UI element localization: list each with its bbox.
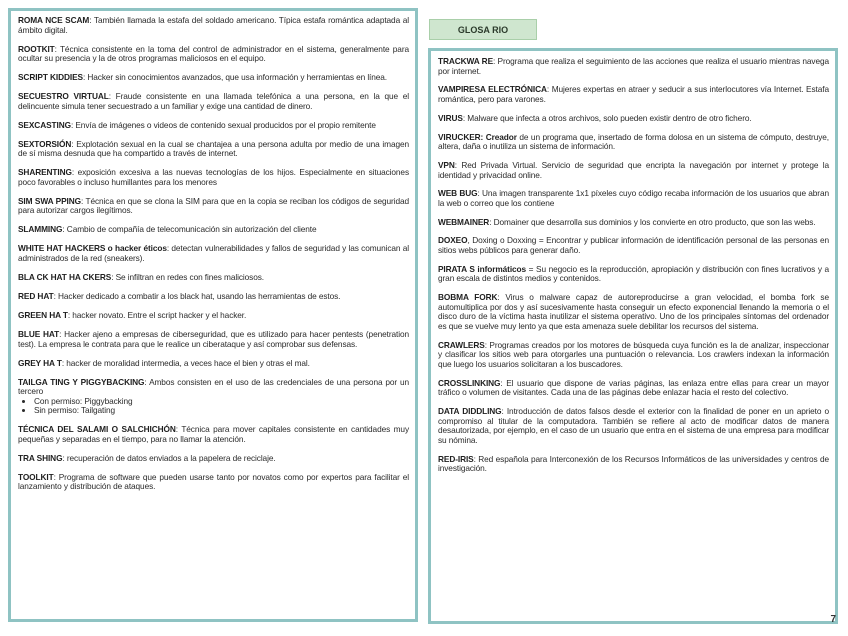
glossary-separator: : (80, 195, 86, 206)
glossary-term: VIRUCKER: Creador (438, 131, 517, 142)
glossary-definition: Domainer que desarrolla sus dominios y los convierte en otro producto, que son las webs. (493, 216, 816, 227)
glossary-term: RED HAT (18, 290, 54, 301)
glossary-term: SHARENTING (18, 167, 72, 178)
glossary-definition: Explotación sexual en la cual se chantajea a una persona adulta por medio de una imagen de sí misma desnuda que ha compartido a través de internet. (18, 138, 409, 159)
glossary-definition: Hacker sin conocimientos avanzados, que usa información y herramientas en línea. (87, 72, 388, 83)
glossary-separator: : (497, 292, 506, 303)
glossary-entry (18, 92, 409, 111)
glossary-entry (18, 45, 409, 64)
glossary-definition: Técnica para mover capitales consistente en cantidades muy pequeñas y separadas en el tiempo, para no llamar la atención. (18, 424, 409, 444)
glossary-separator: : (89, 15, 94, 25)
glossary-term: TRA SHING (18, 452, 63, 463)
glossary-entry (438, 161, 829, 180)
glossary-entry (18, 140, 409, 159)
glossary-separator: : (54, 43, 60, 54)
glossary-term: WEBMAINER (438, 216, 490, 227)
glossary-entry (18, 311, 409, 321)
glossary-term: DOXEO (438, 235, 468, 246)
glossary-separator: : (70, 119, 76, 130)
glossary-definition: Programa que realiza el seguimiento de las acciones que realiza el usuario mientras navega por internet. (438, 56, 829, 76)
glossary-definition: recuperación de datos enviados a la papelera de reciclaje. (66, 452, 276, 463)
glossary-term: SECUESTRO VIRTUAL (18, 91, 109, 102)
glossary-entry (18, 197, 409, 216)
glossary-definition: Cambio de compañía de telecomunicación sin autorización del cliente (66, 224, 317, 235)
glossary-term: WEB BUG (438, 188, 478, 199)
glossary-definition: Virus o malware capaz de autoreproducirse a gran velocidad, el bomba fork se automultiplica por dos y así sucesivamente hasta conseguir un efecto exponencial llenando la memoria o el disco duro de la víctima hasta inutilizar el sistema operativo. Uno de los principales síntomas del ordenador es que se vuelve muy lento ya que esta amenaza suele debilitar los recursos del sistema. (438, 292, 829, 331)
glossary-definition: Hacker dedicado a combatir a los black hat, usando las herramientas de estos. (57, 290, 341, 301)
glossary-separator: : (67, 309, 73, 320)
glossary-term: SEXTORSIÓN (18, 138, 72, 149)
glossary-definition: Red Privada Virtual. Servicio de seguridad que encripta la navegación por internet y protege la identidad y privacidad online. (438, 159, 829, 180)
glossary-term: VIRUS (438, 112, 463, 123)
glossary-term: SEXCASTING (18, 119, 71, 130)
bullet-item: • Sin permiso: Tailgating (34, 406, 409, 416)
glossary-separator: : (166, 243, 172, 254)
bullet-item: • Con permiso: Piggybacking (34, 397, 409, 407)
glossary-separator: : (53, 471, 59, 482)
glossary-separator: : (484, 339, 490, 350)
glossary-term: BLA CK HAT HA CKERS (18, 272, 112, 282)
glossary-separator: = (526, 263, 537, 274)
glossary-definition: Programas creados por los motores de búsqueda cuya función es la de analizar, inspeccionar y clasificar los sitios web para otorgarles una puntuación o relevancia. Los crawlers indexan la información que luego los usuarios solicitaran a los buscadores. (438, 339, 829, 369)
glossary-separator: : (489, 216, 494, 227)
glosario-title: GLOSA RIO (457, 24, 509, 35)
glossary-entry (438, 189, 829, 208)
glossary-definition: de un programa que, insertado de forma dolosa en un sistema de cómputo, destruye, altera, daña o inutiliza un sistema de información. (438, 131, 830, 152)
glossary-term: GREY HA T (18, 357, 62, 368)
glossary-entry (18, 425, 409, 444)
glossary-separator: : (500, 377, 507, 388)
glossary-term: VAMPIRESA ELECTRÓNICA (438, 84, 547, 95)
glossary-term: SCRIPT KIDDIES (18, 72, 83, 83)
glossary-entry (438, 218, 829, 228)
glossary-separator: : (108, 91, 116, 102)
glossary-definition: También llamada la estafa del soldado americano. Típica estafa romántica adaptada al ámbito digital. (18, 15, 409, 35)
glossary-entry (438, 379, 829, 398)
glossary-entry (18, 225, 409, 235)
bullet-list (18, 397, 409, 416)
glossary-definition: Malware que infecta a otros archivos, solo pueden existir dentro de otro fichero. (467, 112, 752, 123)
glossary-term: ROOTKIT (18, 43, 55, 54)
glossary-entry (18, 121, 409, 131)
glossary-term: VPN (438, 159, 455, 170)
glossary-term: PIRATA S informáticos (438, 263, 527, 274)
glossary-separator: : (71, 138, 77, 149)
glossary-definition: Fraude consistente en una llamada telefónica a una persona, en la que el delincuente simula tener secuestrado a un familiar y exige una cantidad de dinero. (18, 91, 409, 111)
glossary-separator: : (61, 357, 67, 368)
page-number: 7 (830, 614, 836, 625)
glossary-entry (438, 341, 829, 370)
glossary-term: BOBMA FORK (438, 292, 498, 303)
glossary-term: TAILGA TING Y PIGGYBACKING (18, 376, 145, 387)
glossary-definition: Mujeres expertas en atraer y seducir a sus interlocutores vía Internet. Estafa romántica, pero para varones. (438, 84, 829, 104)
glossary-term: TÉCNICA DEL SALAMI O SALCHICHÓN (18, 424, 176, 435)
glossary-entry (18, 473, 409, 492)
glossary-entry (18, 292, 409, 302)
glossary-separator: : (454, 159, 462, 170)
glossary-entry (18, 273, 409, 283)
glossary-entry (18, 168, 409, 187)
glossary-separator: : (144, 376, 150, 387)
glossary-definition: Introducción de datos falsos desde el exterior con la finalidad de poner en un aprieto o compromiso al titular de la computadora. También se refiere al acto de modificar datos de manera desautorizada, por ejemplo, en el caso de un usuario que entra en el sistema de una empresa para modificar su nómina. (438, 406, 829, 445)
glossary-definition: Una imagen transparente 1x1 píxeles cuyo código recaba información de los usuarios que abran la web o correo que los contiene (438, 188, 829, 208)
glossary-entry (438, 133, 829, 152)
glossary-separator: : (62, 224, 67, 235)
glossary-definition: Doxing o Doxxing = Encontrar y publicar información de identificación personal de las personas en sitios webs públicos para generar daño. (438, 235, 829, 256)
glossary-definition: Se infiltran en redes con fines maliciosos. (115, 272, 264, 282)
glossary-definition: Técnica en que se clona la SIM para que en la copia se reciban los códigos de seguridad para autorizar cargos ilegítimos. (18, 195, 409, 216)
glossary-definition: Envía de imágenes o videos de contenido sexual producidos por el propio remitente (75, 119, 376, 130)
glossary-definition: hacker novato. Entre el script hacker y el hacker. (72, 309, 247, 320)
left-column (8, 8, 418, 622)
glossary-entry (438, 57, 829, 76)
glossary-term: SIM SWA PPING (18, 195, 81, 206)
glossary-separator: : (111, 272, 116, 282)
glossary-term: CRAWLERS (438, 339, 485, 350)
glossary-separator: : (71, 167, 78, 178)
glossary-term: DATA DIDDLING (438, 406, 502, 417)
glossary-term: RED-IRIS (438, 453, 474, 464)
glossary-term: WHITE HAT HACKERS o hacker éticos (18, 243, 167, 254)
glossary-separator: : (501, 406, 507, 417)
glossary-entry (18, 359, 409, 369)
glossary-separator: : (473, 453, 479, 464)
glossary-definition: Ambos consisten en el uso de las credenciales de una persona por un tercero (18, 376, 409, 397)
glossary-entry (438, 455, 829, 474)
glossary-separator: : (493, 56, 498, 66)
glossary-entry (438, 114, 829, 124)
glossary-entry (438, 236, 829, 255)
right-column (428, 48, 838, 624)
glossary-separator: : (53, 290, 58, 301)
glossary-term: ROMA NCE SCAM (18, 15, 90, 25)
glossary-term: CROSSLINKING (438, 377, 501, 388)
glossary-definition: Hacker ajeno a empresas de ciberseguridad, que es utilizado para hacer pentests (penetration test). La empresa le contrata para que le realice un ciberataque y así comprobar sus defensas. (18, 328, 409, 349)
glossary-definition: hacker de moralidad intermedia, a veces hace el bien y otras el mal. (66, 357, 310, 368)
glossary-separator: : (477, 188, 482, 199)
glossary-definition: Su negocio es la reproducción, apropiación y distribución con fines lucrativos y a gran escala de distintos medios y contenidos. (438, 263, 830, 284)
glossary-separator: : (175, 424, 182, 435)
glossary-entry (438, 407, 829, 445)
glossary-entry (18, 454, 409, 464)
glossary-separator: : (59, 328, 65, 339)
glossary-term: TOOLKIT (18, 471, 54, 482)
glossary-entry (18, 378, 409, 416)
glossary-separator: , (467, 235, 473, 246)
glossary-definition: exposición excesiva a las nuevas tecnologías de los hijos. Especialmente en situaciones poco favorables o incluso humillantes para los menores (18, 167, 409, 187)
glossary-definition: Red española para Interconexión de los Recursos Informáticos de las universidades y centros de investigación. (438, 453, 829, 474)
glosario-tab (429, 19, 537, 40)
glossary-definition: detectan vulnerabilidades y fallos de seguridad y las comunican al administrados de la red (sneakers). (18, 243, 409, 264)
glossary-entry (18, 16, 409, 35)
glossary-term: BLUE HAT (18, 328, 60, 339)
glossary-separator: : (82, 72, 88, 83)
glossary-definition: El usuario que dispone de varias páginas, las enlaza entre ellas para crear un mayor tráfico o volumen de visitantes. Cada una de las páginas debe enlazar hacia el resto del colectivo. (438, 377, 829, 398)
glossary-separator: : (62, 452, 67, 463)
glossary-definition: Técnica consistente en la toma del control de administrador en el sistema, generalmente para ocultar su presencia y la de otros programas maliciosos en el equipo. (18, 43, 410, 64)
glossary-entry (438, 85, 829, 104)
glossary-definition: Programa de software que pueden usarse tanto por novatos como por expertos para facilitar el lanzamiento y distribución de ataques. (18, 471, 409, 492)
glossary-separator: : (462, 112, 468, 123)
glossary-entry (438, 265, 829, 284)
glossary-entry (18, 330, 409, 349)
glossary-term: TRACKWA RE (438, 56, 494, 66)
glossary-term: SLAMMING (18, 224, 63, 235)
glossary-separator: : (546, 84, 552, 95)
glossary-entry (18, 244, 409, 263)
glossary-entry (438, 293, 829, 331)
glossary-term: GREEN HA T (18, 309, 68, 320)
glossary-entry (18, 73, 409, 83)
